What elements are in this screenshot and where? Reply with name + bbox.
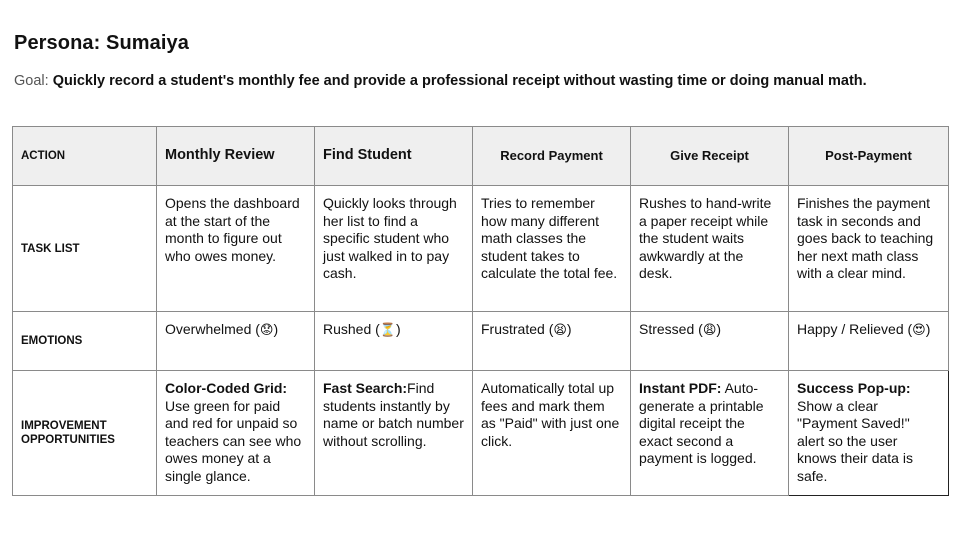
row-label-action: ACTION xyxy=(13,127,157,186)
improvement-text: Automatically total up fees and mark them as "Paid" with just one click. xyxy=(481,380,620,449)
improvement-text: Use green for paid and red for unpaid so teachers can see who owes money at a single glance. xyxy=(165,397,302,484)
emotion-cell xyxy=(315,312,473,371)
persona-title: Persona: Sumaiya xyxy=(14,32,190,54)
emotion-text: Rushed ( xyxy=(323,321,380,337)
heart-eyes-icon: 😍 xyxy=(912,323,926,338)
tired-face-icon: 😫 xyxy=(553,323,567,338)
worried-face-icon: 😟 xyxy=(259,323,274,338)
emotions-row xyxy=(13,312,949,371)
emotion-text: Overwhelmed ( xyxy=(165,321,260,337)
improvement-text: Auto-generate a printable digital receipt the exact second a payment is logged. xyxy=(639,380,764,466)
row-label-emotions: EMOTIONS xyxy=(13,312,157,371)
emotion-close: ) xyxy=(273,321,279,337)
stage-header-monthly-review: Monthly Review xyxy=(157,127,315,186)
emotion-cell xyxy=(789,312,949,371)
stage-header-give-receipt: Give Receipt xyxy=(631,127,789,186)
task-cell: Opens the dashboard at the start of the month to figure out who owes money. xyxy=(157,186,315,312)
emotion-cell xyxy=(157,312,315,371)
improvement-cell xyxy=(473,371,631,496)
emotion-text: Stressed ( xyxy=(639,321,703,337)
improvement-cell xyxy=(315,371,473,496)
goal-text: Quickly record a student's monthly fee and provide a professional receipt without wasting time or doing manual math. xyxy=(52,73,867,89)
task-cell: Tries to remember how many different math classes the student takes to calculate the total fee. xyxy=(473,186,631,312)
improvement-row xyxy=(13,371,949,496)
hourglass-icon: ⏳ xyxy=(379,323,396,338)
improvement-title: Instant PDF: xyxy=(639,380,722,396)
task-cell: Finishes the payment task in seconds and goes back to teaching her next math class with a clear mind. xyxy=(789,186,949,312)
improvement-cell xyxy=(157,371,315,496)
emotion-close: ) xyxy=(716,321,722,337)
task-cell: Rushes to hand-write a paper receipt while the student waits awkwardly at the desk. xyxy=(631,186,789,312)
emotion-close: ) xyxy=(566,321,572,337)
action-row xyxy=(13,127,949,186)
goal-statement xyxy=(14,73,867,89)
emotion-cell xyxy=(473,312,631,371)
improvement-cell xyxy=(631,371,789,496)
improvement-title: Fast Search: xyxy=(323,380,408,396)
improvement-text: Find students instantly by name or batch number without scrolling. xyxy=(323,380,464,449)
improvement-cell-selected[interactable] xyxy=(789,371,949,496)
emotion-text: Happy / Relieved ( xyxy=(797,321,913,337)
stage-header-find-student: Find Student xyxy=(315,127,473,186)
goal-label: Goal: xyxy=(14,73,49,89)
task-cell: Quickly looks through her list to find a specific student who just walked in to pay cash. xyxy=(315,186,473,312)
weary-face-icon: 😩 xyxy=(702,323,717,338)
task-list-row xyxy=(13,186,949,312)
improvement-text: Show a clear "Payment Saved!" alert so the user knows their data is safe. xyxy=(797,397,913,484)
improvement-title: Success Pop-up: xyxy=(797,380,911,396)
emotion-close: ) xyxy=(396,321,401,337)
journey-map-table xyxy=(12,126,949,496)
row-label-improvement: IMPROVEMENT OPPORTUNITIES xyxy=(13,371,157,496)
row-label-task-list: TASK LIST xyxy=(13,186,157,312)
improvement-title: Color-Coded Grid: xyxy=(165,380,288,396)
stage-header-post-payment: Post-Payment xyxy=(789,127,949,186)
emotion-text: Frustrated ( xyxy=(481,321,554,337)
emotion-cell xyxy=(631,312,789,371)
emotion-close: ) xyxy=(925,321,931,337)
stage-header-record-payment: Record Payment xyxy=(473,127,631,186)
